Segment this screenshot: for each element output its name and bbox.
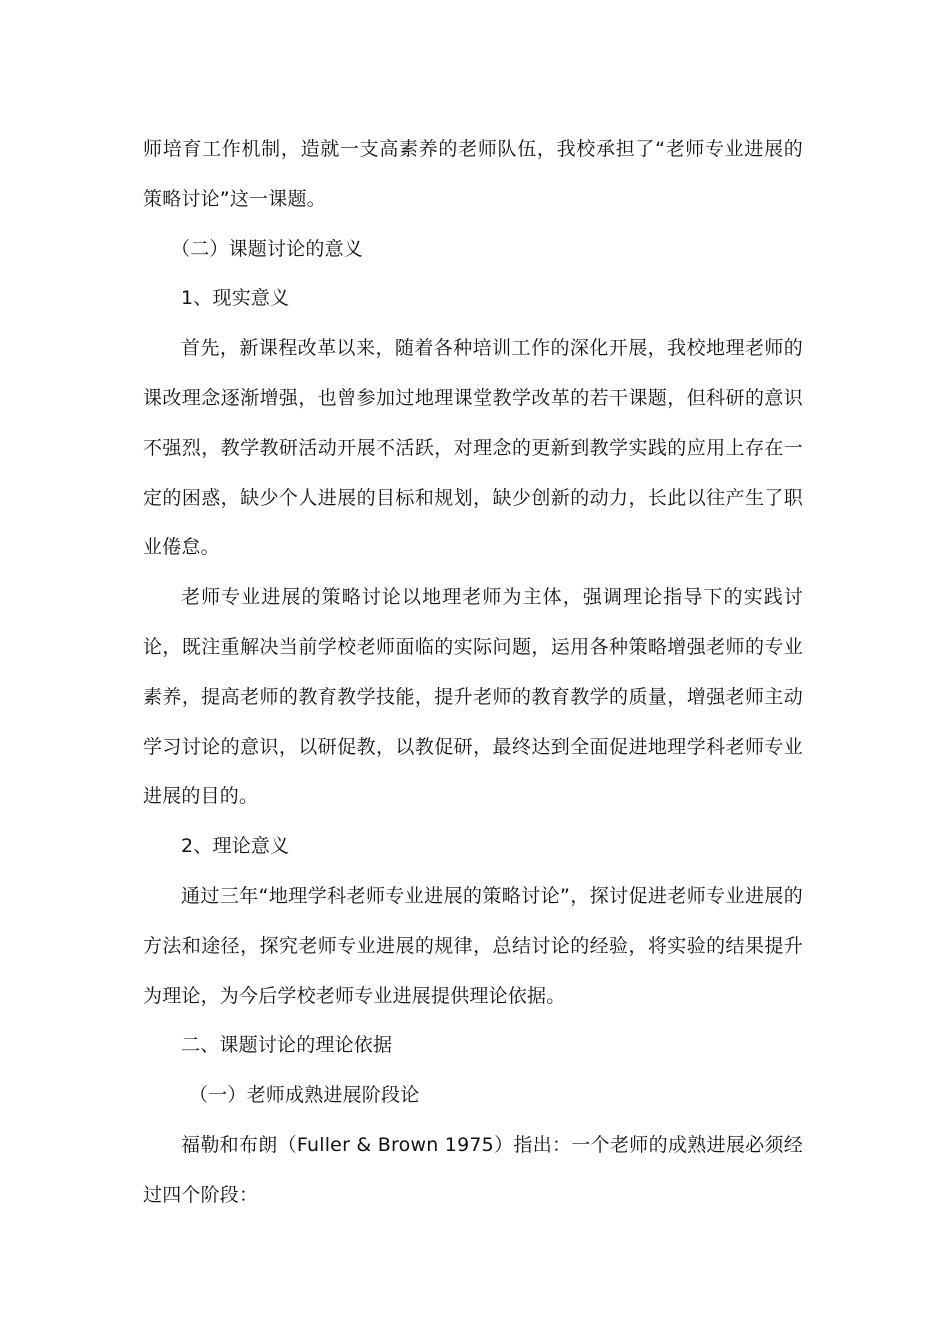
paragraph-practical-first: 首先，新课程改革以来，随着各种培训工作的深化开展，我校地理老师的课改理念逐渐增强，也曾参加过地理课堂教学改革的若干课题，但科研的意识不强烈，教学教研活动开展不活跃，对理念的更新到教学实践的应用上存在一定的困惑，缺少个人进展的目标和规划，缺少创新的动力，长此以往产生了职业倦怠。 <box>143 337 803 559</box>
section-heading-theoretical-basis: 二、课题讨论的理论依据 <box>181 1034 393 1057</box>
document-body <box>143 125 803 1221</box>
subheading-practical-significance: 1、现实意义 <box>181 287 290 310</box>
paragraph-theoretical: 通过三年“地理学科老师专业进展的策略讨论”，探讨促进老师专业进展的方法和途径，探究老师专业进展的规律，总结讨论的经验，将实验的结果提升为理论，为今后学校老师专业进展提供理论依据。 <box>143 884 803 1007</box>
paragraph-fuller-brown: 福勒和布朗（Fuller & Brown 1975）指出：一个老师的成熟进展必须经过四个阶段： <box>143 1133 803 1206</box>
paragraph-practical-second: 老师专业进展的策略讨论以地理老师为主体，强调理论指导下的实践讨论，既注重解决当前学校老师面临的实际问题，运用各种策略增强老师的专业素养，提高老师的教育教学技能，提升老师的教育教学的质量，增强老师主动学习讨论的意识，以研促教，以教促研，最终达到全面促进地理学科老师专业进展的目的。 <box>143 586 803 808</box>
section-heading-significance: （二）课题讨论的意义 <box>171 237 364 260</box>
subheading-theoretical-significance: 2、理论意义 <box>181 835 290 858</box>
paragraph-continuation: 师培育工作机制，造就一支高素养的老师队伍，我校承担了“老师专业进展的策略讨论”这一课题。 <box>143 138 803 210</box>
subheading-maturity-stage-theory: （一）老师成熟进展阶段论 <box>189 1084 420 1107</box>
